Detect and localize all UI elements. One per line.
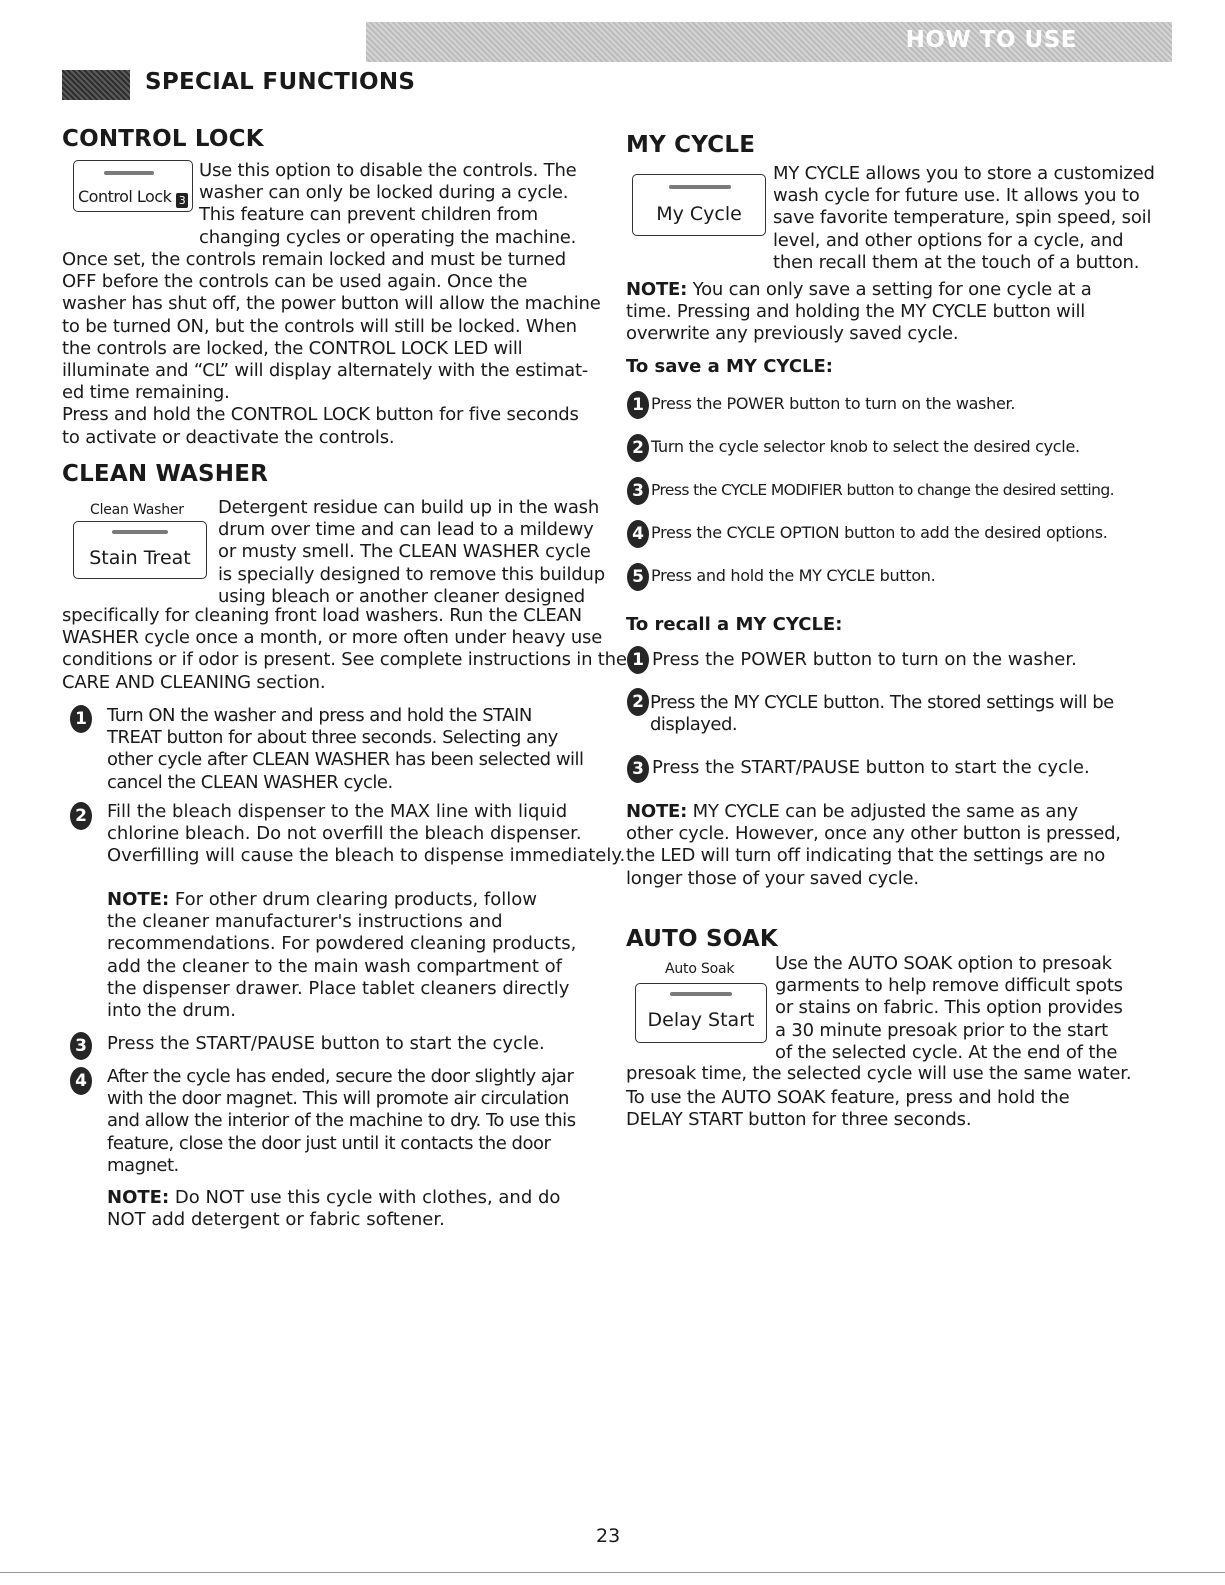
- recall-my-cycle-heading: To recall a MY CYCLE:: [626, 614, 843, 635]
- my-cycle-heading: MY CYCLE: [626, 132, 756, 158]
- page-number: 23: [596, 1525, 621, 1547]
- my-cycle-intro: MY CYCLE allows you to store a customized wash cycle for future use. It allows you to save favorite temperature, spin speed, soil level, and other options for a cycle, and then recall them at the touch of a button.: [773, 163, 1155, 273]
- auto-soak-heading: AUTO SOAK: [626, 926, 778, 952]
- step-number-badge: 1: [627, 391, 649, 419]
- recall-step-text: Press the MY CYCLE button. The stored settings will be displayed.: [650, 692, 1114, 736]
- save-step-text: Press and hold the MY CYCLE button.: [651, 566, 936, 585]
- clean-washer-heading: CLEAN WASHER: [62, 461, 269, 487]
- control-lock-heading: CONTROL LOCK: [62, 126, 264, 152]
- my-cycle-note-2: NOTE: MY CYCLE can be adjusted the same as any other cycle. However, once any other button is pressed, the LED will turn off indicating that the settings are no longer those of your saved cycle.: [626, 801, 1121, 889]
- control-lock-label: Control Lock: [78, 187, 172, 206]
- clean-washer-note: NOTE: Do NOT use this cycle with clothes, and do NOT add detergent or fabric softener.: [107, 1187, 561, 1231]
- save-step-text: Press the CYCLE MODIFIER button to change the desired setting.: [651, 481, 1114, 499]
- save-step-text: Turn the cycle selector knob to select the desired cycle.: [651, 437, 1080, 456]
- lock-icon: 3: [176, 193, 188, 208]
- led-indicator: [104, 171, 154, 175]
- step-number-badge: 2: [70, 802, 92, 830]
- banner-title: HOW TO USE: [905, 27, 1077, 53]
- step-number-badge: 5: [627, 563, 649, 591]
- step-number-badge: 1: [70, 705, 92, 733]
- led-indicator: [669, 185, 731, 189]
- delay-start-panel: [635, 983, 767, 1043]
- auto-soak-caption: Auto Soak: [665, 961, 735, 977]
- section-marker: [62, 70, 130, 100]
- step-number-badge: 3: [627, 477, 649, 505]
- stain-treat-panel: [73, 521, 207, 579]
- my-cycle-panel: [632, 174, 766, 236]
- step-number-badge: 2: [627, 688, 649, 716]
- section-title: SPECIAL FUNCTIONS: [145, 69, 416, 95]
- control-lock-intro: Use this option to disable the controls. The washer can only be locked during a cycle. This feature can prevent children from changing cycles or operating the machine.: [199, 160, 577, 248]
- clean-washer-step: Fill the bleach dispenser to the MAX line with liquid chlorine bleach. Do not overfill the bleach dispenser. Overfilling will cause the bleach to dispense immediately.: [107, 801, 626, 867]
- delay-start-label: Delay Start: [647, 1009, 755, 1031]
- save-my-cycle-heading: To save a MY CYCLE:: [626, 356, 833, 377]
- led-indicator: [670, 992, 732, 996]
- step-number-badge: 3: [627, 755, 649, 783]
- clean-washer-step: Press the START/PAUSE button to start the cycle.: [107, 1033, 545, 1054]
- control-lock-panel: [73, 160, 193, 212]
- recall-step-text: Press the START/PAUSE button to start the cycle.: [652, 757, 1090, 778]
- save-step-text: Press the POWER button to turn on the washer.: [651, 394, 1016, 413]
- clean-washer-intro: Detergent residue can build up in the wash drum over time and can lead to a mildewy or musty smell. The CLEAN WASHER cycle is specially designed to remove this buildup using bleach or another cleaner designed: [218, 497, 605, 607]
- bottom-divider: [0, 1572, 1225, 1573]
- clean-washer-caption: Clean Washer: [90, 502, 184, 518]
- stain-treat-label: Stain Treat: [89, 547, 191, 569]
- clean-washer-step: After the cycle has ended, secure the door slightly ajar with the door magnet. This will promote air circulation and allow the interior of the machine to dry. To use this feature, close the door just until it contacts the door magnet.: [107, 1066, 576, 1176]
- clean-washer-step: Turn ON the washer and press and hold the STAIN TREAT button for about three seconds. Selecting any other cycle after CLEAN WASHER has been selected will cancel the CLEAN WASHER cycle.: [107, 705, 584, 793]
- led-indicator: [112, 530, 168, 534]
- auto-soak-body: presoak time, the selected cycle will use the same water. To use the AUTO SOAK feature, press and hold the DELAY START button for three seconds.: [626, 1063, 1132, 1131]
- my-cycle-label: My Cycle: [656, 203, 742, 225]
- how-to-use-banner: [366, 22, 1172, 62]
- step-number-badge: 3: [70, 1032, 92, 1060]
- recall-step-text: Press the POWER button to turn on the washer.: [652, 649, 1077, 670]
- step-number-badge: 4: [627, 520, 649, 548]
- auto-soak-intro: Use the AUTO SOAK option to presoak garments to help remove difficult spots or stains on fabric. This option provides a 30 minute presoak prior to the start of the selected cycle. At the end of the: [775, 953, 1123, 1063]
- step-number-badge: 4: [70, 1067, 92, 1095]
- clean-washer-note: NOTE: For other drum clearing products, follow the cleaner manufacturer's instructions and recommendations. For powdered cleaning products, add the cleaner to the main wash compartment of the dispenser drawer. Place tablet cleaners directly into the drum.: [107, 889, 577, 1022]
- my-cycle-note: NOTE: You can only save a setting for one cycle at a time. Pressing and holding the MY CYCLE button will overwrite any previously saved cycle.: [626, 279, 1092, 345]
- control-lock-body: Once set, the controls remain locked and must be turned OFF before the controls can be used again. Once the washer has shut off, the power button will allow the machine to be turned ON, but the controls will still be locked. When the controls are locked, the CONTROL LOCK LED will illuminate and “CL” will display alternately with the estimat- ed time remaining. Press and hold the CONTROL LOCK button for five seconds to activate or deactivate the controls.: [62, 249, 601, 448]
- step-number-badge: 2: [627, 434, 649, 462]
- save-step-text: Press the CYCLE OPTION button to add the desired options.: [651, 523, 1108, 542]
- clean-washer-body: specifically for cleaning front load washers. Run the CLEAN WASHER cycle once a month, or more often under heavy use conditions or if odor is present. See complete instructions in the CARE AND CLEANING section.: [62, 605, 627, 693]
- step-number-badge: 1: [627, 646, 649, 674]
